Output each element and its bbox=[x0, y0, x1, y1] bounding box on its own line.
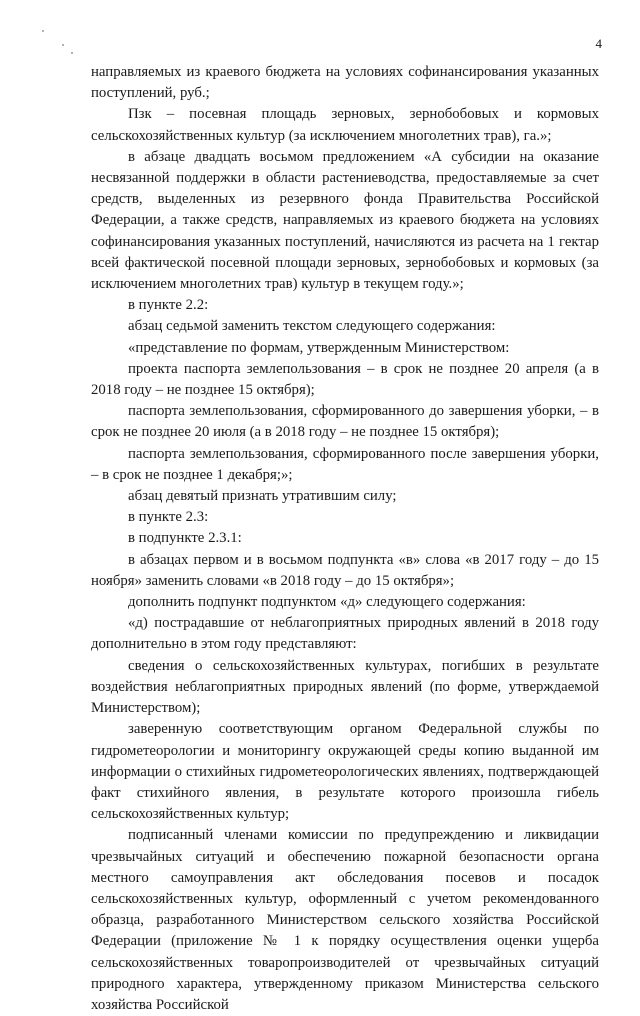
scan-speck bbox=[71, 52, 73, 54]
paragraph: заверенную соответствующим органом Федеральной службы по гидрометеорологии и мониторингу окружающей среды копию выданной им информации о стихийных гидрометеорологических явлениях, подтверждающей факт стихийного явления, в результате которого произошла гибель сельскохозяйственных культур; bbox=[91, 721, 599, 823]
paragraph: направляемых из краевого бюджета на условиях софинансирования указанных поступлений, руб.; bbox=[91, 64, 599, 102]
paragraph: сведения о сельскохозяйственных культурах, погибших в результате воздействия неблагоприятных природных явлений (по форме, утверждаемой Министерством); bbox=[91, 657, 599, 717]
paragraph: в абзаце двадцать восьмом предложением «А субсидии на оказание несвязанной поддержки в области растениеводства, предоставляемые за счет средств, выделенных из резервного фонда Правительства Российской Федерации, а также средств, направляемых из краевого бюджета на условиях софинансирования указанных поступлений, начисляются из расчета на 1 гектар всей фактической посевной площади зерновых, зернобобовых и кормовых (за исключением многолетних трав) культур в текущем году.»; bbox=[91, 148, 599, 293]
paragraph: Пзк – посевная площадь зерновых, зернобобовых и кормовых сельскохозяйственных культур (за исключением многолетних трав), га.»; bbox=[91, 106, 599, 144]
paragraph: в абзацах первом и в восьмом подпункта «в» слова «в 2017 году – до 15 ноября» заменить словами «в 2018 году – до 15 октября»; bbox=[91, 551, 599, 589]
paragraph: проекта паспорта землепользования – в срок не позднее 20 апреля (а в 2018 году – не позднее 15 октября); bbox=[91, 360, 599, 399]
scan-speck bbox=[42, 30, 44, 32]
paragraph: абзац девятый признать утратившим силу; bbox=[128, 488, 397, 505]
paragraph: паспорта землепользования, сформированного до завершения уборки, – в срок не позднее 20 июля (а в 2018 году – не позднее 15 октября); bbox=[91, 403, 599, 441]
page-number: 4 bbox=[595, 36, 602, 51]
paragraph: дополнить подпункт подпунктом «д» следующего содержания: bbox=[128, 594, 526, 611]
paragraph: в пункте 2.3: bbox=[128, 509, 209, 526]
paragraph: «д) пострадавшие от неблагоприятных природных явлений в 2018 году дополнительно в этом году представляют: bbox=[91, 615, 599, 653]
paragraph: в пункте 2.2: bbox=[128, 297, 209, 314]
paragraph: паспорта землепользования, сформированного после завершения уборки, – в срок не позднее 1 декабря;»; bbox=[91, 445, 599, 483]
paragraph: абзац седьмой заменить текстом следующего содержания: bbox=[128, 318, 496, 335]
scan-speck bbox=[62, 44, 64, 46]
document-body bbox=[91, 62, 599, 1016]
paragraph: в подпункте 2.3.1: bbox=[128, 530, 242, 547]
paragraph: «представление по формам, утвержденным Министерством: bbox=[128, 339, 510, 356]
paragraph: подписанный членами комиссии по предупреждению и ликвидации чрезвычайных ситуаций и обеспечению пожарной безопасности органа местного самоуправления акт обследования посевов и посадок сельскохозяйственных культур, оформленный с учетом рекомендованного образца, разработанного Министерством сельского хозяйства Российской Федерации (приложение № 1 к порядку осуществления оценки ущерба сельскохозяйственных товаропроизводителей от чрезвычайных ситуаций природного характера, утвержденному приказом Министерства сельского хозяйства Российской bbox=[91, 827, 599, 1013]
